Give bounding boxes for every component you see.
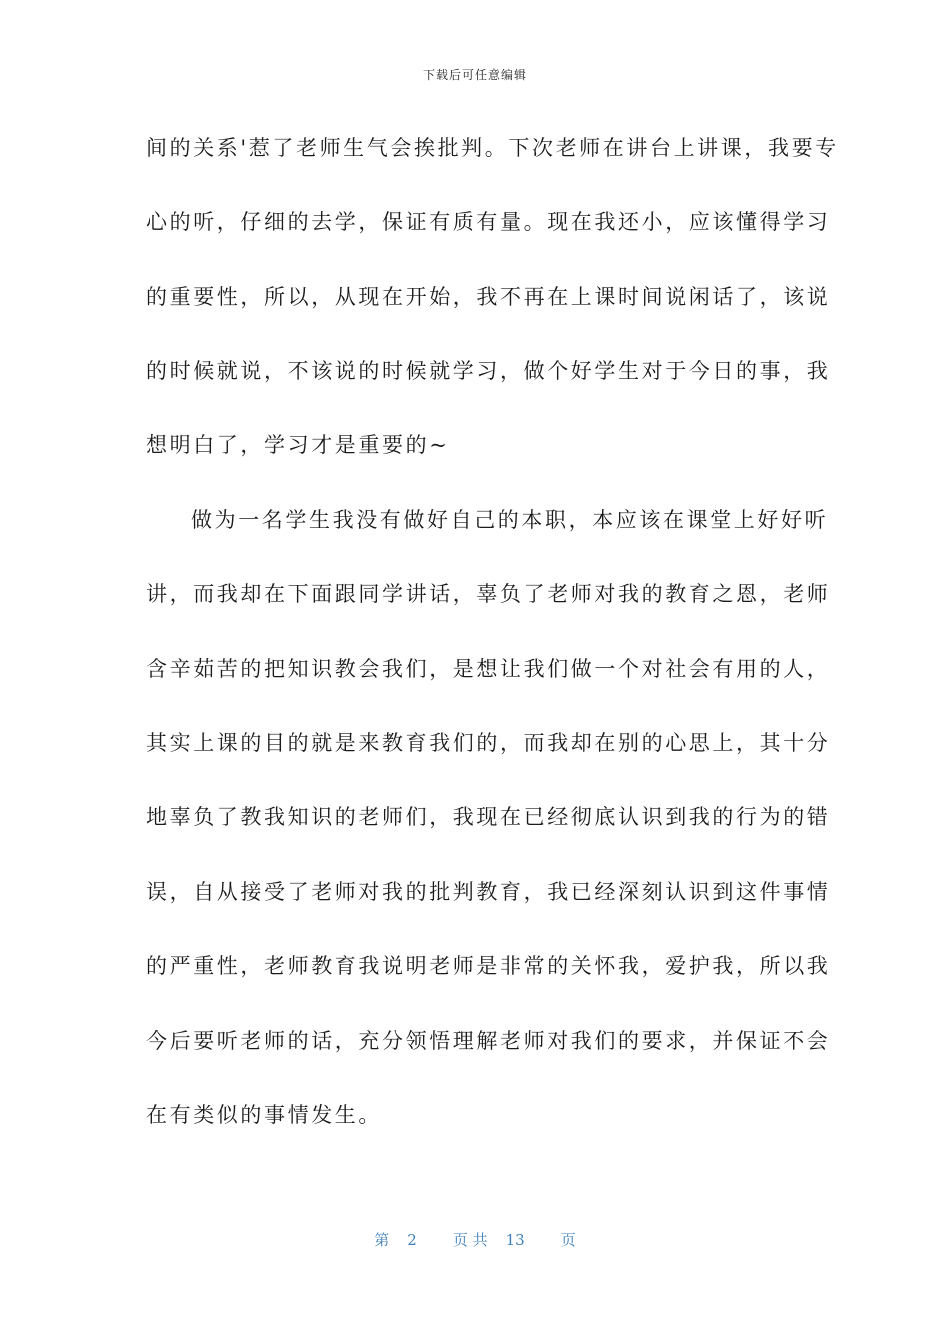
text-line: 含辛茹苦的把知识教会我们，是想让我们做一个对社会有用的人，	[146, 657, 831, 681]
text-line-paragraph-start: 做为一名学生我没有做好自己的本职，本应该在课堂上好好听	[191, 508, 829, 532]
text-line: 讲，而我却在下面跟同学讲话，辜负了老师对我的教育之恩，老师	[146, 582, 831, 606]
text-line: 误，自从接受了老师对我的批判教育，我已经深刻认识到这件事情	[146, 880, 831, 904]
page-footer	[0, 1229, 950, 1250]
text-line: 的时候就说，不该说的时候就学习，做个好学生对于今日的事，我	[146, 359, 831, 383]
text-line: 间的关系'惹了老师生气会挨批判。下次老师在讲台上讲课，我要专	[146, 136, 839, 160]
footer-prefix: 第	[374, 1231, 390, 1249]
text-line: 心的听，仔细的去学，保证有质有量。现在我还小，应该懂得学习	[146, 210, 831, 234]
footer-page-number: 2	[407, 1231, 417, 1249]
page-header: 下载后可任意编辑	[422, 68, 527, 82]
text-line: 其实上课的目的就是来教育我们的，而我却在别的心思上，其十分	[146, 731, 831, 755]
footer-suffix: 页	[560, 1231, 576, 1249]
footer-total-pages: 13	[505, 1231, 525, 1249]
text-line: 想明白了，学习才是重要的~	[146, 433, 450, 457]
text-line: 今后要听老师的话，充分领悟理解老师对我们的要求，并保证不会	[146, 1029, 831, 1053]
text-line: 地辜负了教我知识的老师们，我现在已经彻底认识到我的行为的错	[146, 805, 831, 829]
text-line: 的严重性，老师教育我说明老师是非常的关怀我，爱护我，所以我	[146, 954, 831, 978]
footer-middle: 页 共	[452, 1231, 488, 1249]
text-line: 在有类似的事情发生。	[146, 1103, 382, 1127]
text-line: 的重要性，所以，从现在开始，我不再在上课时间说闲话了，该说	[146, 285, 831, 309]
